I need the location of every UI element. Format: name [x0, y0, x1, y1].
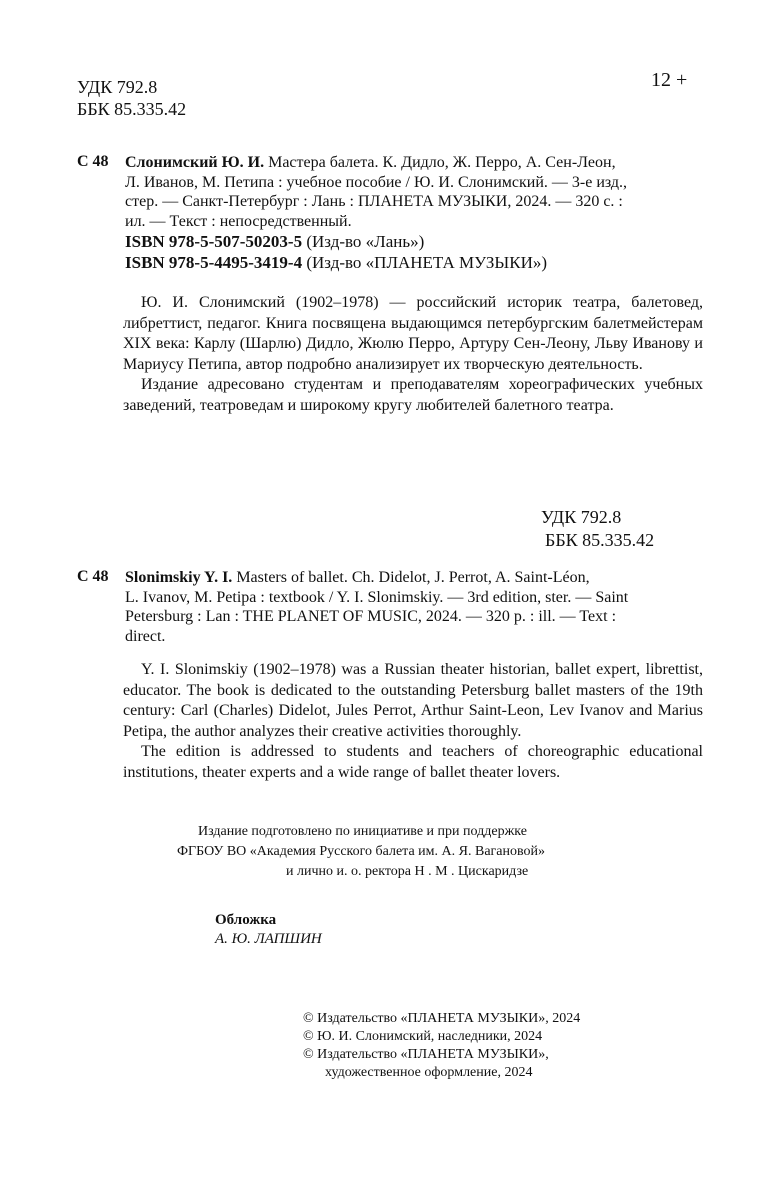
biblio-line-2: Л. Иванов, М. Петипа : учебное пособие / Ю. И. Слонимский. — 3-е изд., — [125, 173, 628, 191]
biblio-line-4: direct. — [125, 627, 166, 645]
copyright-line: художественное оформление, 2024 — [325, 1065, 533, 1080]
support-line: ФГБОУ ВО «Академия Русского балета им. А. Я. Вагановой» — [177, 844, 545, 859]
audience-text: The edition is addressed to students and teachers of choreographic educational institutions, theater experts and a wide range of ballet theater lovers. — [123, 743, 703, 781]
bbk-code: ББК 85.335.42 — [77, 99, 187, 119]
support-note — [150, 822, 630, 882]
copyright-line: © Издательство «ПЛАНЕТА МУЗЫКИ», 2024 — [303, 1011, 581, 1026]
copyright-line: © Ю. И. Слонимский, наследники, 2024 — [303, 1029, 543, 1044]
audience-text: Издание адресовано студентам и преподавателям хореографических учебных заведений, театроведам и широкому кругу любителей балетного театра. — [123, 376, 703, 414]
biblio-line-2: L. Ivanov, M. Petipa : textbook / Y. I. Slonimskiy. — 3rd edition, ster. — Saint — [125, 588, 629, 606]
biblio-line-1: Слонимский Ю. И. Мастера балета. К. Дидло, Ж. Перро, А. Сен-Леон, — [125, 154, 616, 171]
biblio-record-ru — [125, 153, 703, 273]
udk-bbk-top — [77, 76, 186, 120]
biblio-line-4: ил. — Текст : непосредственный. — [125, 212, 352, 230]
support-line: Издание подготовлено по инициативе и при поддержке — [198, 824, 527, 839]
author-name: Слонимский Ю. И. — [125, 154, 265, 171]
annotation-text: Ю. И. Слонимский (1902–1978) — российский историк театра, балетовед, либреттист, педагог. Книга посвящена выдающимся петербургским балетмейстерам XIX века: Карлу (Шарлю) Дидло, Жюлю Перро, Артуру Сен-Леону, Льву Иванову и Мариусу Петипа, автор подробно анализирует их творческую деятельность. — [123, 294, 703, 373]
catalog-code-en: С 48 — [77, 568, 109, 585]
udk-code: УДК 792.8 — [77, 77, 158, 97]
cover-artist: А. Ю. ЛАПШИН — [215, 931, 322, 947]
catalog-code-ru: С 48 — [77, 153, 109, 170]
copyright-line: © Издательство «ПЛАНЕТА МУЗЫКИ», — [303, 1047, 549, 1062]
author-name: Slonimskiy Y. I. — [125, 569, 233, 586]
copyright-block — [303, 1010, 580, 1082]
biblio-line-3: Petersburg : Lan : THE PLANET OF MUSIC, 2024. — 320 p. : ill. — Text : — [125, 608, 617, 625]
cover-label: Обложка — [215, 912, 277, 928]
udk-code: УДК 792.8 — [541, 507, 622, 527]
annotation-en — [123, 660, 703, 783]
support-line: и лично и. о. ректора Н . М . Цискаридзе — [286, 864, 529, 879]
biblio-line-3: стер. — Санкт-Петербург : Лань : ПЛАНЕТА МУЗЫКИ, 2024. — 320 с. : — [125, 193, 623, 210]
bbk-code: ББК 85.335.42 — [545, 530, 655, 550]
udk-bbk-mid — [541, 506, 654, 552]
isbn-lan: ISBN 978-5-507-50203-5 (Изд-во «Лань») — [125, 232, 425, 251]
isbn-planeta: ISBN 978-5-4495-3419-4 (Изд-во «ПЛАНЕТА МУЗЫКИ») — [125, 253, 548, 272]
annotation-text: Y. I. Slonimskiy (1902–1978) was a Russian theater historian, ballet expert, librettist, educator. The book is dedicated to the outstanding Petersburg ballet masters of the 19th century: Carl (Charles) Didelot, Jules Perrot, Arthur Saint-Leon, Lev Ivanov and Marius Petipa, the author analyzes their creative activities thoroughly. — [123, 661, 703, 740]
age-rating: 12 + — [651, 69, 688, 91]
biblio-line-1: Slonimskiy Y. I. Masters of ballet. Ch. Didelot, J. Perrot, A. Saint-Léon, — [125, 569, 590, 586]
biblio-record-en — [125, 568, 703, 646]
annotation-ru — [123, 293, 703, 416]
